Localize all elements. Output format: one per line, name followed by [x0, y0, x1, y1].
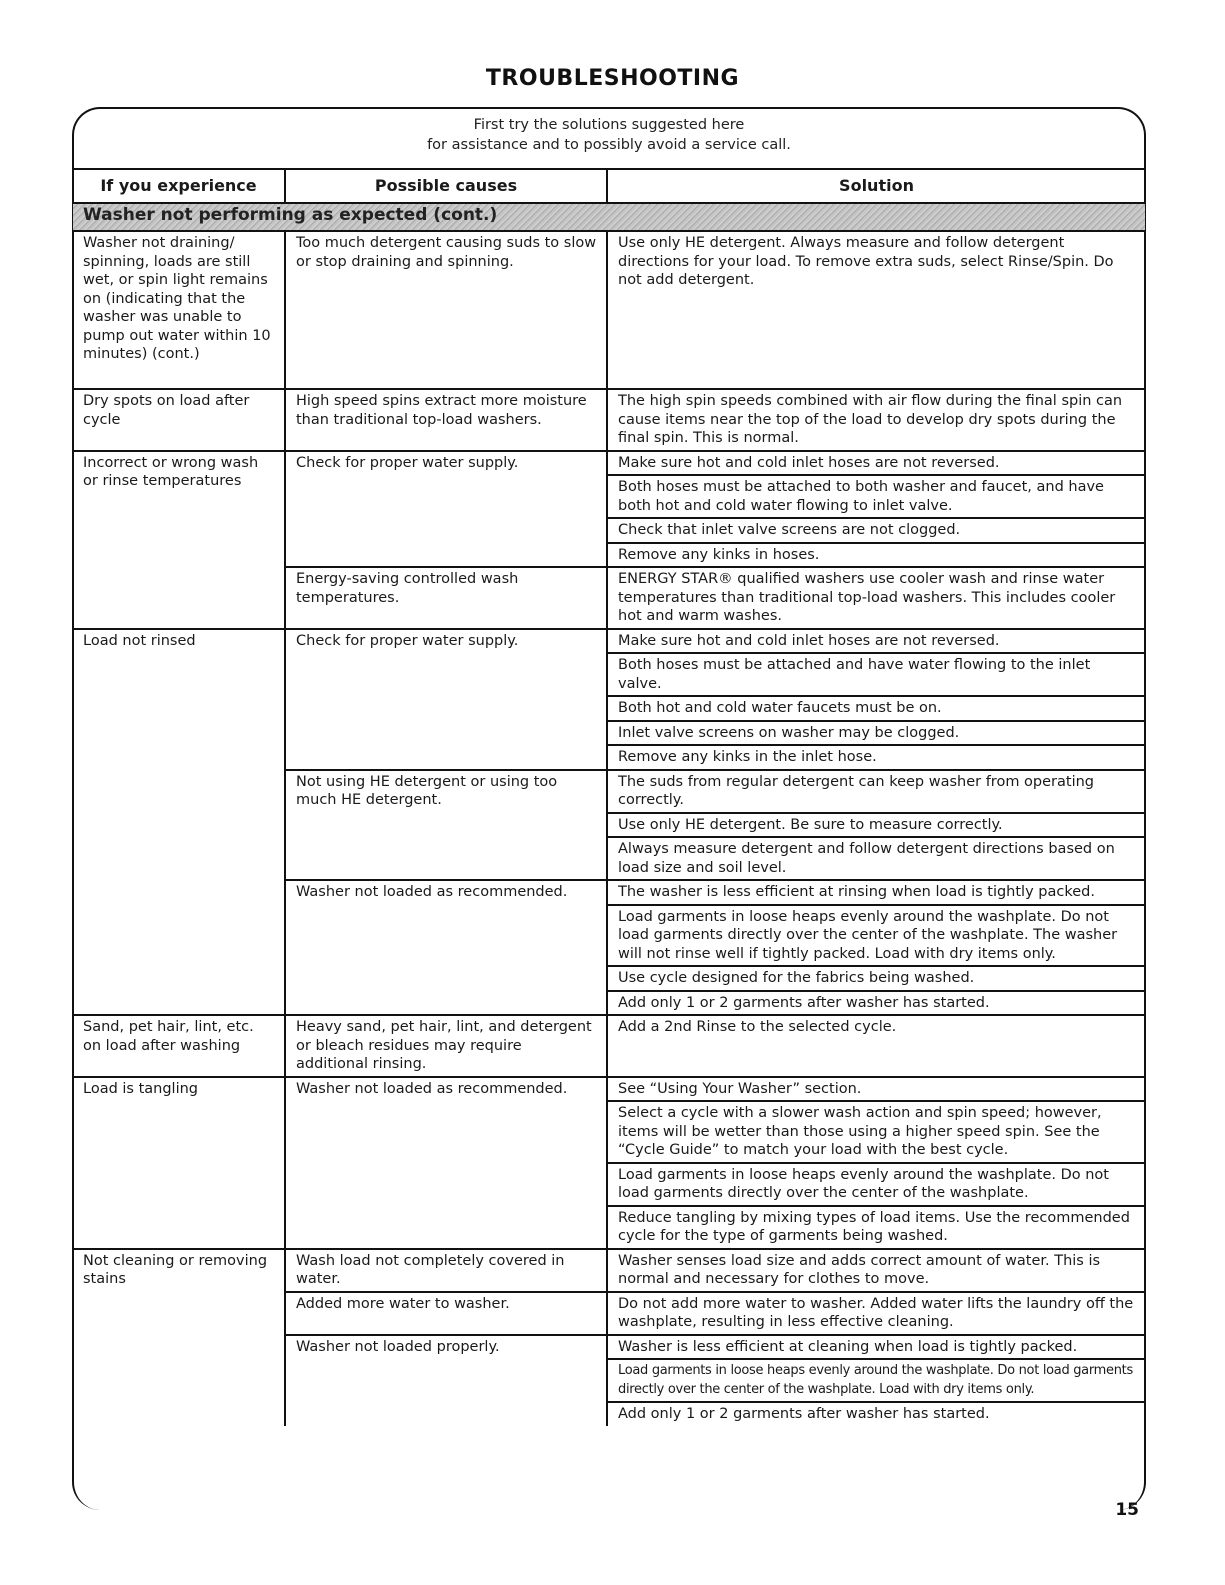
solution-cell: ENERGY STAR® qualified washers use cooler wash and rinse water temperatures than traditional top-load washers. This includes cooler hot and warm washes.	[607, 567, 1145, 629]
table-row	[73, 231, 1145, 389]
page-number: 15	[1115, 1500, 1139, 1520]
solution-cell: Make sure hot and cold inlet hoses are not reversed.	[607, 451, 1145, 476]
solution-cell: The suds from regular detergent can keep washer from operating correctly.	[607, 770, 1145, 813]
experience-cell: Sand, pet hair, lint, etc. on load after washing	[73, 1015, 285, 1077]
solution-cell: See “Using Your Washer” section.	[607, 1077, 1145, 1102]
intro-text	[72, 115, 1146, 155]
table-row	[73, 1077, 1145, 1102]
experience-cell: Washer not draining/ spinning, loads are still wet, or spin light remains on (indicating that the washer was unable to pump out water within 10 minutes) (cont.)	[73, 231, 285, 389]
section-title: Washer not performing as expected (cont.)	[73, 203, 1145, 231]
solution-cell: Load garments in loose heaps evenly around the washplate. Do not load garments directly over the center of the washplate.	[607, 1163, 1145, 1206]
solution-cell: Use only HE detergent. Always measure and follow detergent directions for your load. To remove extra suds, select Rinse/Spin. Do not add detergent.	[607, 231, 1145, 389]
solution-cell: Do not add more water to washer. Added water lifts the laundry off the washplate, resulting in less effective cleaning.	[607, 1292, 1145, 1335]
solution-cell: Washer is less efficient at cleaning when load is tightly packed.	[607, 1335, 1145, 1360]
cause-cell: Check for proper water supply.	[285, 451, 607, 568]
solution-cell: Check that inlet valve screens are not clogged.	[607, 518, 1145, 543]
solution-cell: Load garments in loose heaps evenly around the washplate. Do not load garments directly over the center of the washplate. Load with dry items only.	[607, 1359, 1145, 1402]
solution-cell: Use only HE detergent. Be sure to measure correctly.	[607, 813, 1145, 838]
solution-cell: Remove any kinks in the inlet hose.	[607, 745, 1145, 770]
table-row	[73, 451, 1145, 476]
solution-cell: Both hoses must be attached to both washer and faucet, and have both hot and cold water flowing to inlet valve.	[607, 475, 1145, 518]
experience-cell: Load not rinsed	[73, 629, 285, 1016]
solution-cell: Washer senses load size and adds correct amount of water. This is normal and necessary for clothes to move.	[607, 1249, 1145, 1292]
cause-cell: Check for proper water supply.	[285, 629, 607, 770]
cause-cell: Washer not loaded as recommended.	[285, 1077, 607, 1249]
experience-cell: Load is tangling	[73, 1077, 285, 1249]
cause-cell: Too much detergent causing suds to slow or stop draining and spinning.	[285, 231, 607, 389]
cause-cell: Not using HE detergent or using too much HE detergent.	[285, 770, 607, 881]
solution-cell: Remove any kinks in hoses.	[607, 543, 1145, 568]
cause-cell: Wash load not completely covered in water.	[285, 1249, 607, 1292]
intro-line-1: First try the solutions suggested here	[473, 117, 745, 133]
solution-cell: Both hot and cold water faucets must be on.	[607, 696, 1145, 721]
intro-line-2: for assistance and to possibly avoid a service call.	[427, 137, 791, 153]
header-causes: Possible causes	[285, 169, 607, 203]
table-row	[73, 1249, 1145, 1292]
solution-cell: Select a cycle with a slower wash action and spin speed; however, items will be wetter than those using a higher speed spin. See the “Cycle Guide” to match your load with the best cycle.	[607, 1101, 1145, 1163]
solution-cell: Add only 1 or 2 garments after washer has started.	[607, 991, 1145, 1016]
solution-cell: Load garments in loose heaps evenly around the washplate. Do not load garments directly over the center of the washplate. The washer will not rinse well if tightly packed. Load with dry items only.	[607, 905, 1145, 967]
solution-cell: Use cycle designed for the fabrics being washed.	[607, 966, 1145, 991]
cause-cell: Washer not loaded properly.	[285, 1335, 607, 1426]
table-row	[73, 1015, 1145, 1077]
solution-cell: Inlet valve screens on washer may be clogged.	[607, 721, 1145, 746]
experience-cell: Incorrect or wrong wash or rinse temperatures	[73, 451, 285, 629]
table-header-row	[73, 169, 1145, 203]
header-experience: If you experience	[73, 169, 285, 203]
solution-cell: Make sure hot and cold inlet hoses are not reversed.	[607, 629, 1145, 654]
solution-cell: Always measure detergent and follow detergent directions based on load size and soil level.	[607, 837, 1145, 880]
page-title: TROUBLESHOOTING	[485, 66, 740, 91]
section-band	[73, 203, 1145, 231]
cause-cell: High speed spins extract more moisture than traditional top-load washers.	[285, 389, 607, 451]
header-solution: Solution	[607, 169, 1145, 203]
cause-cell: Added more water to washer.	[285, 1292, 607, 1335]
cause-cell: Energy-saving controlled wash temperatures.	[285, 567, 607, 629]
solution-cell: Both hoses must be attached and have water flowing to the inlet valve.	[607, 653, 1145, 696]
solution-cell: Add only 1 or 2 garments after washer has started.	[618, 1406, 990, 1422]
cause-cell: Washer not loaded as recommended.	[285, 880, 607, 1015]
solution-cell: Add a 2nd Rinse to the selected cycle.	[607, 1015, 1145, 1077]
experience-cell: Dry spots on load after cycle	[73, 389, 285, 451]
table-row	[73, 389, 1145, 451]
cause-cell: Heavy sand, pet hair, lint, and detergent or bleach residues may require additional rinsing.	[285, 1015, 607, 1077]
solution-cell: The washer is less efficient at rinsing when load is tightly packed.	[607, 880, 1145, 905]
table-row	[73, 629, 1145, 654]
experience-cell: Not cleaning or removing stains	[73, 1249, 285, 1426]
solution-cell: The high spin speeds combined with air flow during the final spin can cause items near the top of the load to develop dry spots during the final spin. This is normal.	[607, 389, 1145, 451]
troubleshooting-table	[73, 168, 1145, 1426]
solution-cell: Reduce tangling by mixing types of load items. Use the recommended cycle for the type of garments being washed.	[607, 1206, 1145, 1249]
